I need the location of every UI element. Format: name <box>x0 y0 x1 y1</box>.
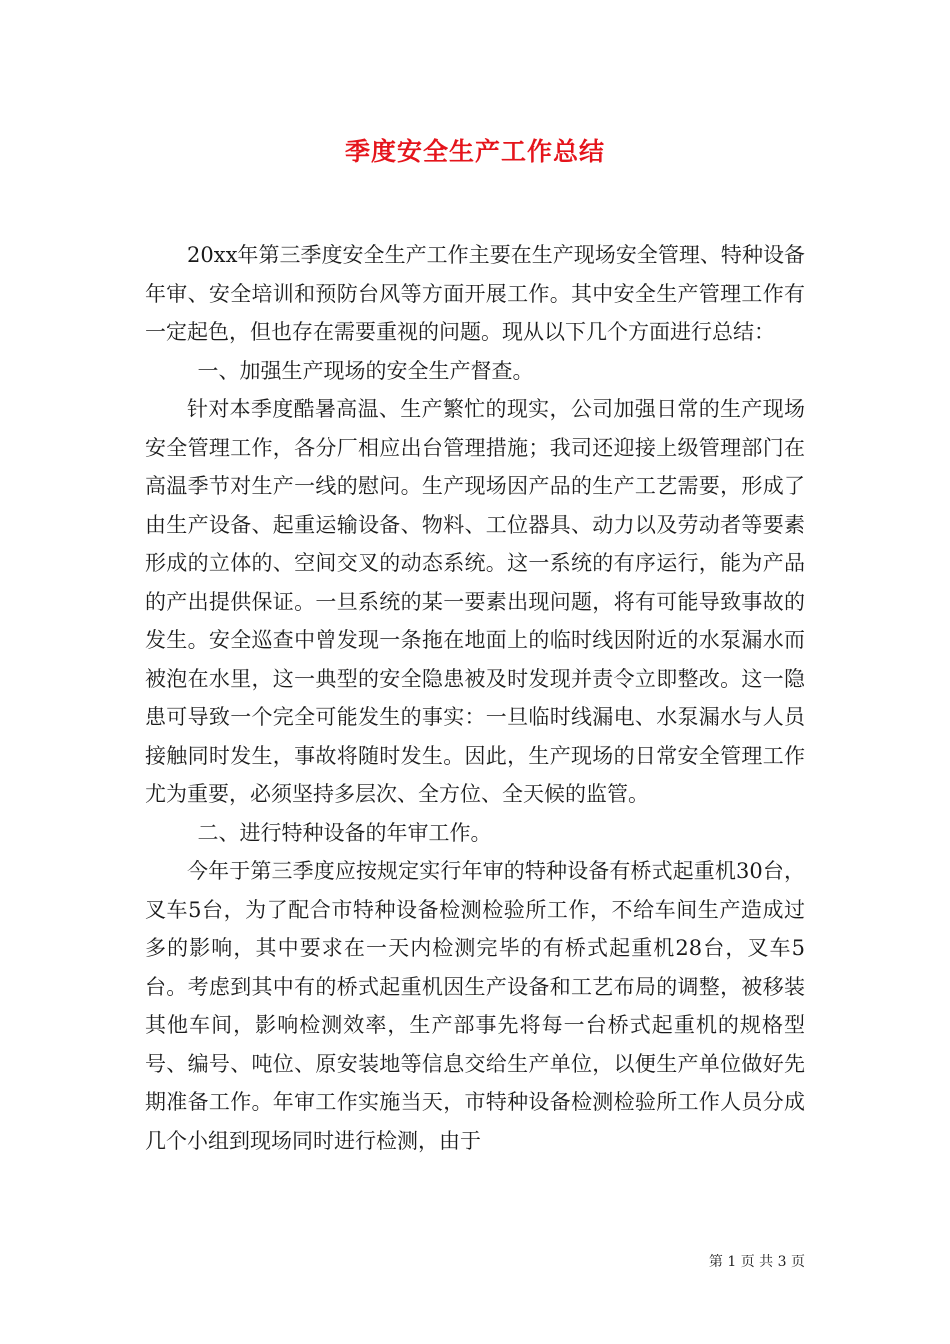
section-heading-2: 二、进行特种设备的年审工作。 <box>197 820 492 845</box>
page-number-footer: 第 1 页 共 3 页 <box>708 1254 805 1270</box>
document-body <box>145 236 805 1160</box>
section-1-paragraph: 针对本季度酷暑高温、生产繁忙的现实，公司加强日常的生产现场安全管理工作，各分厂相应出台管理措施；我司还迎接上级管理部门在高温季节对生产一线的慰问。生产现场因产品的生产工艺需要，形成了由生产设备、起重运输设备、物料、工位器具、动力以及劳动者等要素形成的立体的、空间交叉的动态系统。这一系统的有序运行，能为产品的产出提供保证。一旦系统的某一要素出现问题，将有可能导致事故的发生。安全巡查中曾发现一条拖在地面上的临时线因附近的水泵漏水而被泡在水里，这一典型的安全隐患被及时发现并责令立即整改。这一隐患可导致一个完全可能发生的事实：一旦临时线漏电、水泵漏水与人员接触同时发生，事故将随时发生。因此，生产现场的日常安全管理工作尤为重要，必须坚持多层次、全方位、全天候的监管。 <box>145 397 805 806</box>
document-title: 季度安全生产工作总结 <box>344 137 605 166</box>
section-2-paragraph: 今年于第三季度应按规定实行年审的特种设备有桥式起重机30台，叉车5台，为了配合市特种设备检测检验所工作，不给车间生产造成过多的影响，其中要求在一天内检测完毕的有桥式起重机28台，叉车5台。考虑到其中有的桥式起重机因生产设备和工艺布局的调整，被移装其他车间，影响检测效率，生产部事先将每一台桥式起重机的规格型号、编号、吨位、原安装地等信息交给生产单位，以便生产单位做好先期准备工作。年审工作实施当天，市特种设备检测检验所工作人员分成几个小组到现场同时进行检测，由于 <box>145 859 805 1153</box>
section-heading-1: 一、加强生产现场的安全生产督查。 <box>197 358 534 383</box>
intro-paragraph: 20xx年第三季度安全生产工作主要在生产现场安全管理、特种设备年审、安全培训和预防台风等方面开展工作。其中安全生产管理工作有一定起色，但也存在需要重视的问题。现从以下几个方面进行总结： <box>145 243 805 344</box>
